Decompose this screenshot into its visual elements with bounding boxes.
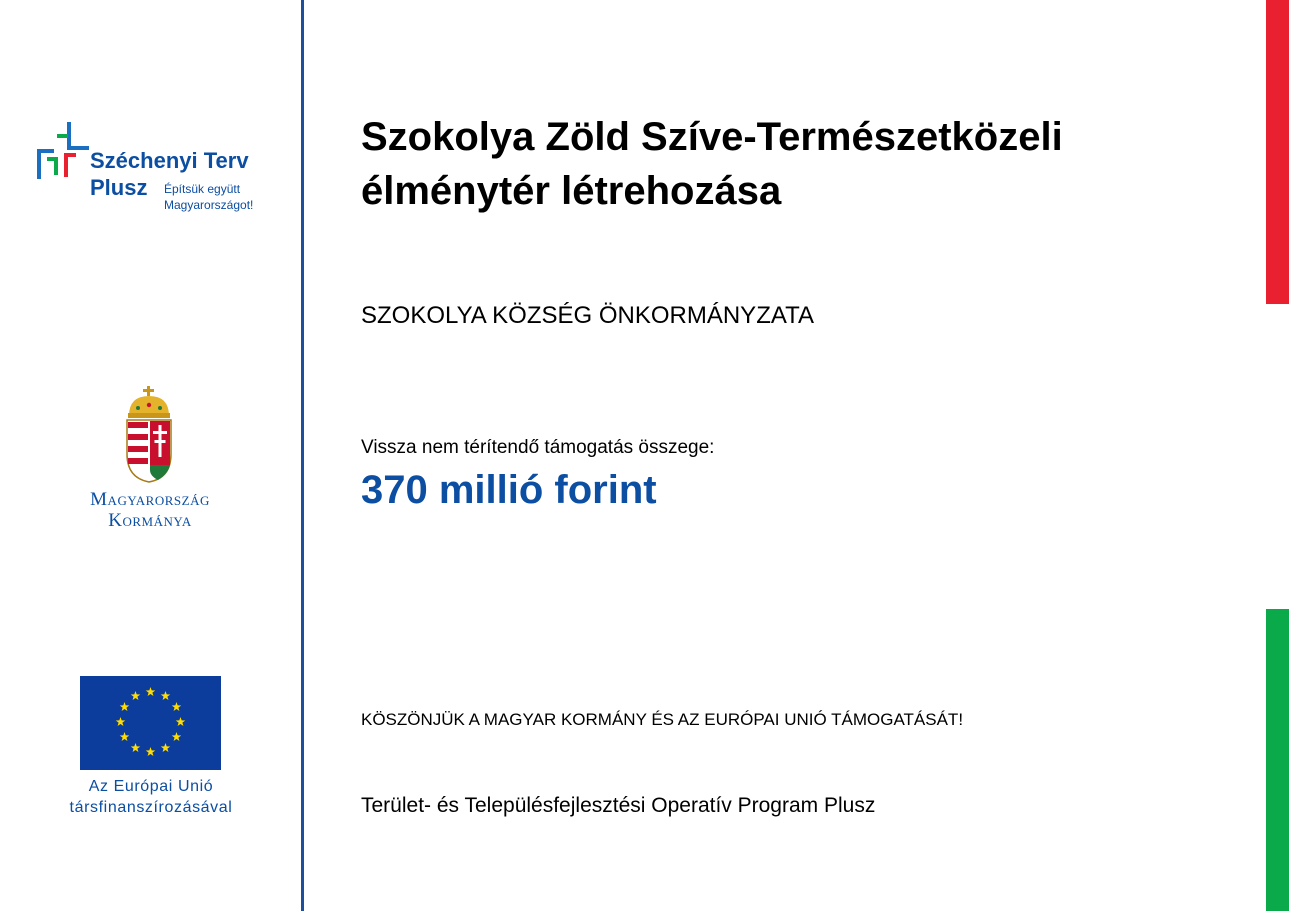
eu-caption-line1: Az Európai Unió [88,778,214,795]
flag-stripe-green [1266,609,1289,911]
grant-label: Vissza nem térítendő támogatás összege: [361,437,715,458]
beneficiary-name: SZOKOLYA KÖZSÉG ÖNKORMÁNYZATA [361,302,814,329]
vertical-divider [301,0,304,911]
government-name-line2: Kormánya [108,510,192,531]
szechenyi-cross-icon [34,122,90,182]
eu-caption-line2: társfinanszírozásával [69,799,233,816]
project-title: Szokolya Zöld Szíve-Természetközeli élménytér létrehozása [361,115,1063,213]
szechenyi-logo [34,122,274,222]
eu-logo [40,676,262,826]
eu-flag-icon [80,676,221,770]
szechenyi-slogan-line2: Magyarországot! [164,198,254,212]
grant-amount: 370 millió forint [361,468,657,512]
thanks-message: KÖSZÖNJÜK A MAGYAR KORMÁNY ÉS AZ EURÓPAI UNIÓ TÁMOGATÁSÁT! [361,710,964,729]
program-name: Terület- és Településfejlesztési Operatív Program Plusz [361,794,876,817]
flag-stripe-red [1266,0,1289,304]
szechenyi-slogan-line1: Építsük együtt [164,182,241,196]
szechenyi-title: Széchenyi Terv [90,148,249,173]
szechenyi-subtitle: Plusz [90,175,148,200]
government-logo [60,386,240,536]
government-name-line1: Magyarország [90,489,210,510]
hungarian-coat-of-arms-icon [124,386,174,486]
